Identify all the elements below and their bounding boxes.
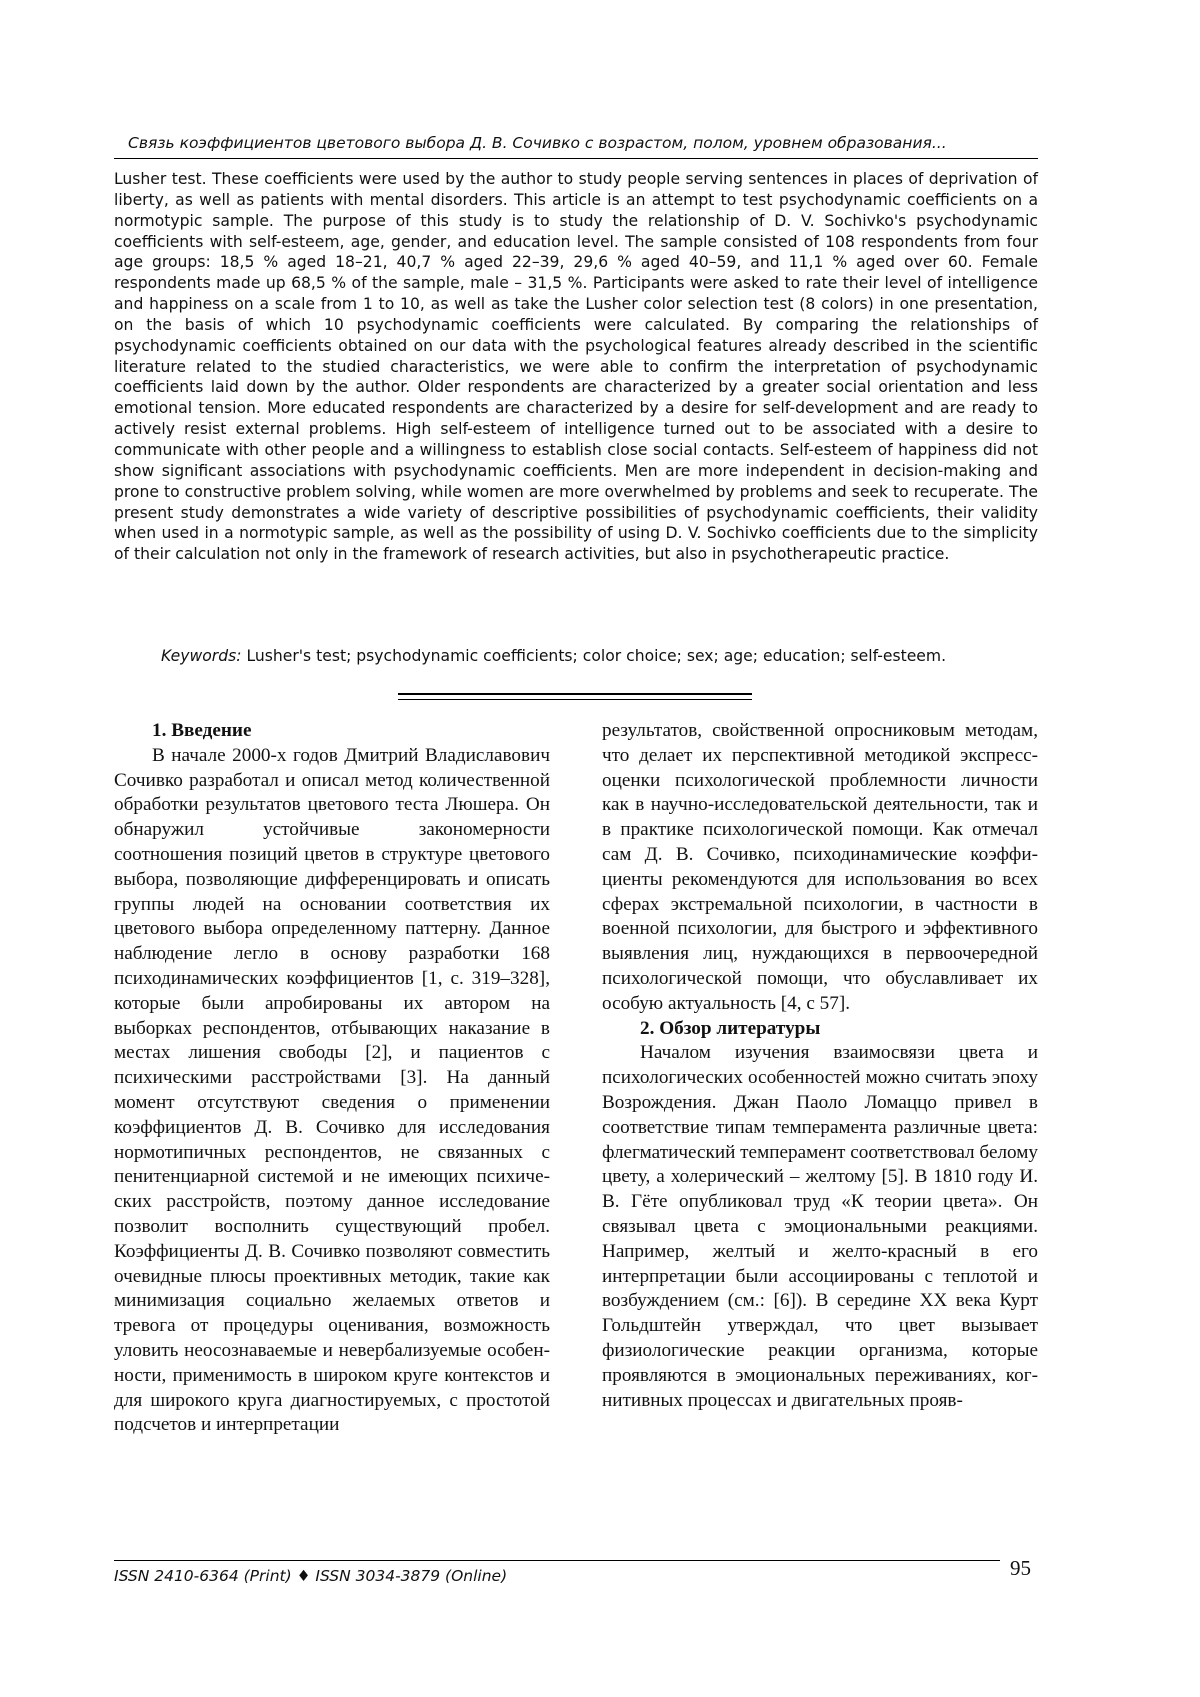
keywords (114, 646, 1038, 667)
separator-thin (398, 699, 752, 700)
keywords-label: Keywords: (161, 647, 242, 665)
separator-thick (398, 693, 752, 695)
right-column (602, 719, 1038, 1413)
abstract-text: Lusher test. These coefficients were used by the author to study people serving sentences in places of deprivation of liberty, as well as patients with mental disorders. This article is an attempt to test psychodynamic coefficients on a normotypic sample. The purpose of this study is to study the relationship of D. V. Sochivko's psychodynamic coefficients with self-esteem, age, gender, and education level. The sample consisted of 108 respondents from four age groups: 18,5 % aged 18–21, 40,7 % aged 22–39, 29,6 % aged 40–59, and 11,1 % aged over 60. Female respondents made up 68,5 % of the sample, male – 31,5 %. Participants were asked to rate their level of intelligence and happiness on a scale from 1 to 10, as well as take the Lusher color selection test (8 colors) in one presentation, on the basis of which 10 psychodynamic coefficients were calculated. By comparing the relationships of psychodynamic coefficients obtained on our data with the psychological features already described in the scientific literature related to the studied characteristics, we were able to confirm the interpretation of psychodynamic coefficients laid down by the author. Older respondents are characterized by a greater social orientation and less emotional tension. More educated respondents are characterized by a desire for self-development and are ready to actively resist external problems. High self-esteem of intelligence turned out to be associated with a desire to communicate with other people and a willingness to establish close social contacts. Self-esteem of happiness did not show significant associations with psychodynamic coefficients. Men are more independent in decision-making and prone to constructive problem solving, while women are more overwhelmed by problems and seek to recuperate. The present study demonstrates a wide variety of descriptive possibilities of psychodynamic coefficients, their validity when used in a normotypic sample, as well as the possibility of using D. V. Sochivko coefficients due to the simplicity of their calculation not only in the framework of research activities, but also in psychotherapeutic practice. (114, 170, 1038, 564)
introduction-paragraph-continued: результатов, свойственной опросниковым методам, что делает их перспективной методикой экспресс-оценки психологической проблемности личности как в научно-исследовательской деятельности, так и в практике психологической помощи. Как отмечал сам Д. В. Сочивко, психодинамические коэффициенты рекомендуются для использования во всех сферах экстремальной психологии, в частности в военной психологии, для быстрого и эффективного выявления лиц, нуждающихся в первоочередной психологической помощи, что обуславливает их особую актуальность [4, с 57]. (602, 720, 1038, 1014)
left-column (114, 719, 550, 1438)
header-rule (114, 158, 1038, 159)
introduction-paragraph: В начале 2000-х годов Дмитрий Владиславович Сочивко разработал и описал метод количественной обработки результатов цветового теста Люшера. Он обнаружил устойчивые закономерности соотношения позиций цветов в структуре цветового выбора, позволяющие дифференцировать и описать группы людей на основании соответствия их цветового выбора определенному паттерну. Данное наблюдение легло в основу разработки 168 психодинамических коэффициентов [1, с. 319–328], которые были апробированы их автором на выборках респондентов, отбывающих наказание в местах лишения свободы [2], и пациентов с психическими расстройствами [3]. На данный момент отсутствуют сведения о применении коэффициентов Д. В. Сочивко для исследования нормотипичных респондентов, не связанных с пенитенциарной системой и не имеющих психических расстройств, поэтому данное исследование позволит восполнить существующий пробел. Коэффициенты Д. В. Сочивко позволяют совместить очевидные плюсы проективных методик, такие как минимизация социально желаемых ответов и тревога от процедуры оценивания, возможность уловить неосознаваемые и невербализуемые особенности, применимость в широком круге контекстов и для широкого круга диагностируемых, с простотой подсчетов и интерпретации (114, 744, 550, 1436)
section-heading-literature-review: 2. Обзор литературы (640, 1017, 821, 1039)
section-heading-introduction: 1. Введение (152, 720, 252, 741)
literature-review-paragraph: Началом изучения взаимосвязи цвета и психологических особенностей можно считать эпоху Возрождения. Джан Паоло Ломаццо привел в соответствие типам темперамента различные цвета: флегматический темперамент соответствовал белому цвету, а холерический – желтому [5]. В 1810 году И. В. Гёте опубликовал труд «К теории цвета». Он связывал цвета с эмоциональными реакциями. Например, желтый и желто-красный в его интерпретации были ассоциированы с теплотой и возбуждением (см.: [6]). В середине XX века Курт Гольдштейн утверждал, что цвет вызывает физиологические реакции организма, которые проявляются в эмоциональных переживаниях, когнитивных процессах и двигательных прояв- (602, 1042, 1038, 1411)
running-title: Связь коэффициентов цветового выбора Д. В. Сочивко с возрастом, полом, уровнем образования... (128, 134, 947, 152)
footer-rule (114, 1560, 1000, 1561)
issn-line: ISSN 2410-6364 (Print) ♦ ISSN 3034-3879 (Online) (114, 1567, 508, 1585)
page-number: 95 (1010, 1556, 1031, 1580)
keywords-list: Lusher's test; psychodynamic coefficients; color choice; sex; age; education; self-esteem. (246, 647, 947, 665)
